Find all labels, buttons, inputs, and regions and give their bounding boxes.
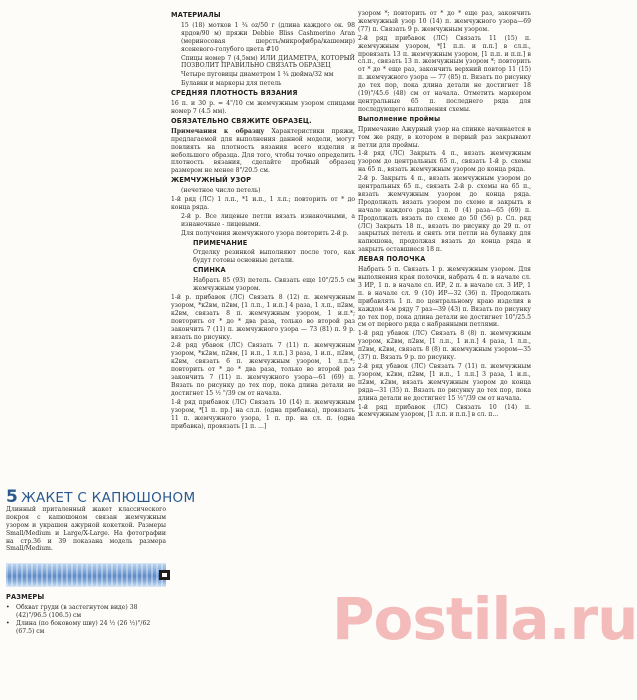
left-front-row-3: 1-й ряд прибавок (ЛС) Связать 10 (14) п. жемчужным узором, [1 л.п. и п.п.] в сл. п... [358, 403, 531, 419]
materials-needles: Спицы номер 7 (4,5мм) ИЛИ ДИАМЕТРА, КОТОРЫЙ ПОЗВОЛИТ ПРАВИЛЬНО СВЯЗАТЬ ОБРАЗЕЦ [181, 54, 355, 70]
article-number: 5 [6, 487, 19, 507]
pearl-stitch-heading: ЖЕМЧУЖНЫЙ УЗОР [171, 176, 252, 185]
sizes-heading: РАЗМЕРЫ [6, 593, 45, 602]
remark-text: Отделку резинкой выполняют после того, как будут готовы основные детали. [193, 249, 355, 265]
left-front-text-1: Набрать 5 п. Связать 1 р. жемчужным узором. Для выполнения края полочки, набрать 4 п. в начале сл. 3 ИР, 1 п. в начале сл. ИР, 2 п. в начале сл. 3 ИР, 1 п. в начале сл. 9 (10) ИР—32 (36) п. Продолжать прибавлять 1 п. по центральному краю изделия в каждом 4-м ряду 7 раз—39 (43) п. Вязать по рисунку до тех пор, пока длина детали не достигнет 10"/25.5 см от первого ряда с набранными петлями. [358, 266, 531, 329]
article-title [6, 487, 196, 507]
materials-buttons: Четыре пуговицы диаметром 1 ¾ дюйма/32 мм [181, 71, 334, 79]
materials-heading: МАТЕРИАЛЫ [171, 11, 221, 19]
size-length-text: Длина (по боковому шву) 24 ½ (26 ½)"/62 (67.5) см [16, 620, 151, 635]
size-chest-text: Обхват груди (в застегнутом виде) 38 (42)"/96.5 (106.5) см [16, 604, 138, 620]
back-text-2: 1-й р. прибавок (ЛС) Связать 8 (12) п. жемчужным узором, *к2вм, п2вм, [1 л.п., 1 и.п.] 4 раза, 1 л.п., п2вм, к2вм, связать 8 п. жемчужным узором, 1 и.п.*; повторить от * до * два раза, только во второй раз закончить 7 (11) п. жемчужного узора — 73 (81) п. 9 р. вязать по рисунку. [171, 294, 355, 341]
left-front-row-1: 1-й ряд убавок (ЛС) Связать 8 (8) п. жемчужным узором, к2вм, п2вм, [1 л.п., 1 и.п.] 4 раза, 1 л.п., п2вм, к2вм, связать 8 (8) п. жемчужным узором—35 (37) п. Вязать 9 р. по рисунку. [358, 330, 531, 362]
gauge-note-text: Характеристики пряжи, предлагаемой для выполнения данной модели, могут повлиять на плотность вязания всего изделия и небольшого образца. Для того, чтобы точно определить плотность вязания, сделайте пробный образец размером не менее 8"/20.5 см. [171, 127, 355, 175]
back-text-1: Набрать 85 (93) петель. Связать еще 10"/25.5 см жемчужным узором. [193, 277, 355, 293]
gauge-note [171, 128, 355, 175]
gauge-heading: СРЕДНЯЯ ПЛОТНОСТЬ ВЯЗАНИЯ [171, 89, 298, 98]
materials-markers: Булавки и маркеры для петель [181, 80, 282, 88]
back-cont-1: узором *; повторить от * до * еще раз, закончить жемчужный узор 10 (14) п. жемчужного узора—69 (77) п. Связать 9 р. жемчужным узором. [358, 10, 531, 33]
armhole-heading: Выполнение проймы [358, 114, 441, 123]
instructions-column-2 [358, 10, 531, 420]
pearl-row-2: 2-й р. Все лицевые петли вязать изнаночными, а изнаночные - лицевыми. [181, 212, 355, 228]
watermark: Postila.ru [332, 585, 637, 653]
back-cont-2: 2-й ряд прибавок (ЛС) Связать 11 (15) п. жемчужным узором, *[1 п.п. и п.п.] в сл.п., провязать 13 п. жемчужным узором, [1 п.п. и п.п.] в сл.п., связать 13 п. жемчужным узором *; повторить от * до * еще раз, закончить верхний повтор 11 (15) п. жемчужного узора — 77 (85) п. Вязать по рисунку до тех пор, пока длина детали не достигнет 18 (19)"/45.6 (48) см от начала. Отметить маркером центральные 65 п. последнего ряда для последующего выполнения схемы. [358, 34, 531, 113]
yarn-swatch-image [6, 563, 166, 587]
pearl-row-1: 1-й ряд (ЛС) 1 л.п., *1 и.п., 1 л.п.; повторить от * до конца ряда. [171, 196, 355, 211]
gauge-note-lead: Примечания к образцу [171, 127, 265, 135]
materials-yarn: 15 (18) мотков 1 ¾ оz/50 г (длина каждого ок. 98 ярдов/90 м) пряжи Debbie Bliss Cashmerino Aran (мериносовая шерсть/микрофибра/кашемир) ясеневого-голубого цвета #10 [181, 21, 355, 53]
back-text-3: 2-й ряд убавок (ЛС) Связать 7 (11) п. жемчужным узором, *к2вм, п2вм, [1 и.п., 1 л.п.] 3 раза, 1 и.п., п2вм, к2вм, связать 6 п. жемчужным узором, 1 л.п.*; повторить от * до * два раза, только во второй раз закончить 7 (11) п. жемчужного узора—61 (69) п. Вязать по рисунку до тех пор, пока длина детали не достигнет 15 ½ "/39 см от начала. [171, 342, 355, 397]
article-intro-column [6, 487, 196, 636]
size-chest [6, 604, 166, 620]
left-front-heading: ЛЕВАЯ ПОЛОЧКА [358, 255, 426, 264]
page-marker-icon [159, 570, 170, 580]
bullet-icon: • [6, 620, 10, 628]
article-intro: Длинный приталенный жакет классического покроя с капюшоном связан жемчужным узором и украшен ажурной кокеткой. Размеры Small/Medium и Large/X-Large. На фотографии на стр.36 и 39 показана модель размера Small/Medium. [6, 505, 166, 553]
gauge-text: 16 п. и 30 р. = 4"/10 см жемчужным узором спицами номер 7 (4.5 мм). [171, 100, 355, 115]
instructions-column-1 [171, 10, 355, 431]
armhole-text-1: Примечание Ажурный узор на спинке начинается в том же ряду, в котором в первый раз закрывают петли для проймы. [358, 125, 531, 149]
armhole-text-3: 2-й р. Закрыть 4 п., вязать жемчужным узором до центральных 65 п., связать 2-й р. схемы на 65 п., вязать жемчужным узором до конца ряда. Продолжать вязать узором по схеме и закрыть в начале каждого ряда 1 п. 0 (4) раза—65 (69) п. Продолжать вязать по схеме до 50 (56) р. Сл. ряд (ЛС) Закрыть 18 п., вязать по рисунку до 29 п. от закрытых петель и снять эти петли на булавку для капюшона, продолжая вязать до конца ряда и закрыть оставшиеся 18 п. [358, 175, 531, 254]
pearl-repeat: Для получения жемчужного узора повторить 2-й р. [181, 229, 349, 237]
back-heading: СПИНКА [193, 266, 226, 275]
remark-heading: ПРИМЕЧАНИЕ [193, 238, 248, 247]
bullet-icon: • [6, 604, 10, 612]
back-text-4: 1-й ряд прибавок (ЛС) Связать 10 (14) п. жемчужным узором, *[1 п. пр.] на сл.п. (одна прибавка), провязать 11 п. жемчужного узора, 1 п. пр. на сл. п. (одна прибавка), провязать [1 п. ...] [171, 398, 355, 430]
size-length [6, 620, 166, 636]
gauge-check: ОБЯЗАТЕЛЬНО СВЯЖИТЕ ОБРАЗЕЦ. [171, 116, 312, 125]
armhole-text-2: 1-й ряд (ЛС) Закрыть 4 п., вязать жемчужным узором до центральных 65 п., связать 1-й р. схемы на 65 п., вязать жемчужным узором до конца ряда. [358, 150, 531, 174]
left-front-row-2: 2-й ряд убавок (ЛС) Связать 7 (11) п. жемчужным узором, к2вм, п2вм, [1 и.п., 1 л.п.] 3 раза, 1 и.п., п2вм, к2вм, вязать жемчужным узором до конца ряда—31 (35) п. Вязать по рисунку до тех пор, пока длина детали не достигнет 15 ½"/39 см от начала. [358, 362, 531, 402]
article-title-text: ЖАКЕТ С КАПЮШОНОМ [21, 490, 196, 506]
pearl-stitch-sub: (нечетное число петель) [181, 187, 261, 195]
